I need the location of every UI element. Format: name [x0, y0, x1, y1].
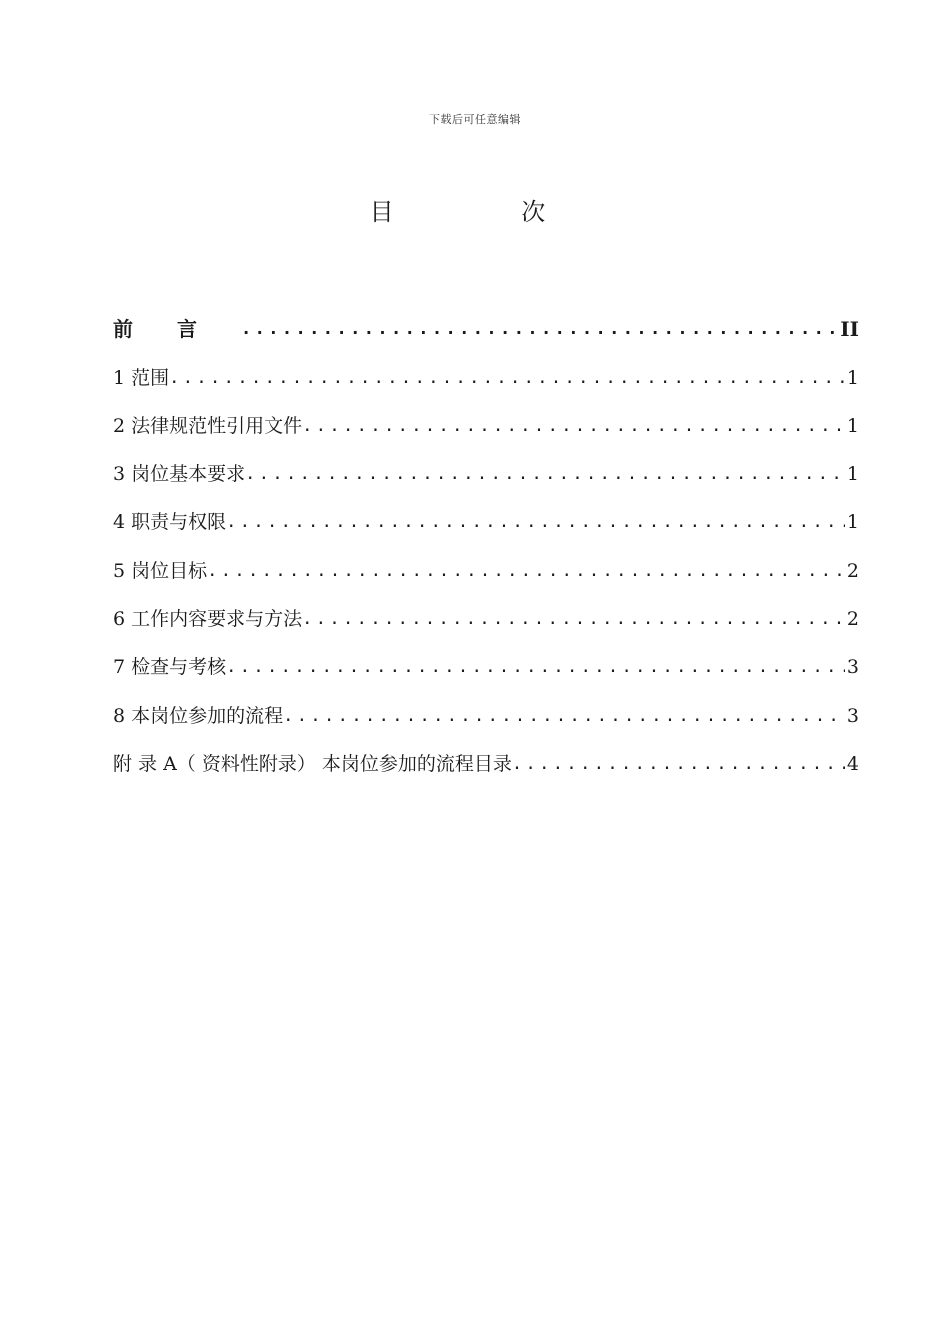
- toc-leader-dots: [302, 604, 845, 634]
- toc-entry-preface[interactable]: [113, 296, 859, 344]
- toc-entry-4[interactable]: [113, 489, 859, 537]
- toc-leader-dots: [207, 556, 845, 586]
- toc-entry-6[interactable]: [113, 586, 859, 634]
- toc-entry-2[interactable]: [113, 393, 859, 441]
- toc-leader-dots: [283, 701, 845, 731]
- toc-entry-label: 1 范围: [113, 366, 170, 389]
- toc-entry-8[interactable]: [113, 682, 859, 730]
- toc-leader-dots: [512, 749, 845, 779]
- toc-entry-3[interactable]: [113, 441, 859, 489]
- toc-entry-page: 1: [846, 463, 859, 486]
- toc-entry-label: 4 职责与权限: [113, 511, 227, 534]
- page-title: 目 次: [369, 198, 606, 226]
- toc-leader-dots: [169, 363, 845, 393]
- toc-entry-page: 2: [846, 608, 859, 631]
- toc-leader-dots: [226, 652, 845, 682]
- toc-entry-label: 6 工作内容要求与方法: [113, 608, 303, 631]
- toc-entry-page: 4: [846, 752, 859, 775]
- toc-entry-page: 1: [846, 414, 859, 437]
- toc-entry-page: 3: [846, 704, 859, 727]
- toc-entry-label: 2 法律规范性引用文件: [113, 414, 303, 437]
- toc-entry-label: 5 岗位目标: [113, 559, 208, 582]
- toc-entry-label: 7 检查与考核: [113, 656, 227, 679]
- toc-leader-dots: [226, 507, 845, 537]
- toc-entry-page: 3: [846, 656, 859, 679]
- toc-entry-page: II: [840, 317, 859, 342]
- toc-entry-label: 8 本岗位参加的流程: [113, 704, 284, 727]
- toc-entry-appendix-a[interactable]: [113, 731, 859, 779]
- toc-entry-label: 3 岗位基本要求: [113, 463, 246, 486]
- toc-leader-dots: [241, 314, 838, 344]
- toc-entry-page: 2: [846, 559, 859, 582]
- toc-entry-7[interactable]: [113, 634, 859, 682]
- toc-leader-dots: [302, 411, 845, 441]
- toc-entry-page: 1: [846, 511, 859, 534]
- header-note: 下载后可任意编辑: [429, 113, 521, 126]
- toc-entry-1[interactable]: [113, 344, 859, 392]
- toc-entry-label: 附 录 A（ 资料性附录） 本岗位参加的流程目录: [113, 752, 512, 775]
- toc-entry-page: 1: [846, 366, 859, 389]
- toc-entry-label: 前言: [113, 317, 241, 342]
- toc-list: [113, 296, 859, 779]
- toc-entry-5[interactable]: [113, 537, 859, 585]
- toc-leader-dots: [245, 459, 845, 489]
